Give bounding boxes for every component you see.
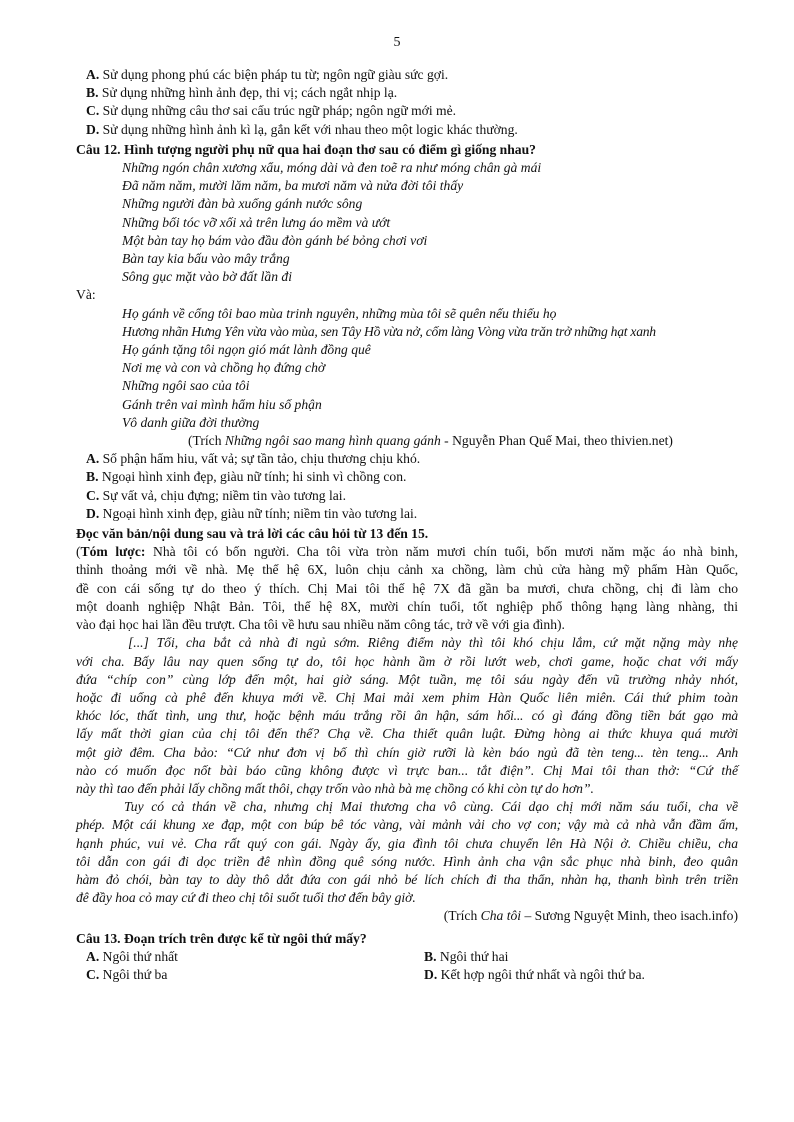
summary-line: một doanh nghiệp Nhật Bản. Tôi, thế hệ 8X, mười chín tuổi, tốt nghiệp phổ thông hạng làng nhàng, thi [76,598,738,614]
poem-line: Họ gánh về cổng tôi bao mùa trinh nguyên, những mùa tôi sẽ quên nếu thiếu họ [122,305,557,321]
summary-line: (Tóm lược: Nhà tôi có bốn người. Cha tôi vừa tròn năm mươi chín tuổi, bốn mươi năm mặc áo nhà binh, [76,544,739,560]
q12-option-b[interactable]: B. Ngoại hình xinh đẹp, giàu nữ tính; hi sinh vì chồng con. [86,469,407,485]
excerpt-line: nào có muốn đọc nốt bài báo cũng không được vì trực ban... tắt điện”. Chị Mai tôi than thở: “Cứ thế [76,762,738,778]
q12-option-d[interactable]: D. Ngoại hình xinh đẹp, giàu nữ tính; niềm tin vào tương lai. [86,505,418,521]
q12-option-c[interactable]: C. Sự vất vả, chịu đựng; niềm tin vào tương lai. [86,487,346,503]
poem-line: Họ gánh tặng tôi ngọn gió mát lành đồng quê [122,342,371,358]
poem-line: Gánh trên vai mình hẩm hiu số phận [122,396,322,412]
q12-option-a[interactable]: A. Số phận hẩm hiu, vất vả; sự tần tảo, chịu thương chịu khó. [86,451,421,467]
excerpt-line: tôi dẫn con gái đi dọc triền đê nhìn đồng quê sóng nước. Hình ảnh cha vận sắc phục nhà binh, đeo quân [76,853,738,869]
poem-line: Vô danh giữa đời thường [122,414,260,430]
excerpt-line: lấy mất thời gian của chị tôi đến thế? Chạ về. Cha thiết quân luật. Đừng hòng ai thức khuya quá mười [76,726,738,742]
q11-option-c[interactable]: C. Sử dụng những câu thơ sai cấu trúc ngữ pháp; ngôn ngữ mới mẻ. [86,103,457,119]
poem-line: Những người đàn bà xuống gánh nước sông [122,196,363,212]
summary-label: Tóm lược: [80,544,146,560]
excerpt-line: một giờ đêm. Cha bảo: “Cứ như đơn vị bố thì chín giờ rưỡi là kèn báo ngủ đã tèn teng... tèn teng... Anh [76,744,738,760]
q11-option-d[interactable]: D. Sử dụng những hình ảnh kì lạ, gắn kết với nhau theo một logic khác thường. [86,121,518,137]
excerpt-line: phép. Một cái khung xe đạp, một con búp bê tóc vàng, vài mảnh vải cho vợ con; vậy mà cả nhà vẫn đầm ấm, [76,817,738,833]
poem-line: Những bối tóc vỡ xối xả trên lưng áo mềm và ướt [122,214,391,230]
q11-option-a[interactable]: A. Sử dụng phong phú các biện pháp tu từ; ngôn ngữ giàu sức gợi. [86,67,449,82]
poem-line: Đã năm năm, mười lăm năm, ba mươi năm và nửa đời tôi thấy [122,178,464,194]
poem-line: Những ngón chân xương xẩu, móng dài và đen toẽ ra như móng chân gà mái [122,160,542,176]
reading-heading: Đọc văn bản/nội dung sau và trả lời các câu hỏi từ 13 đến 15. [76,526,429,542]
poem-line: Nơi mẹ và con và chồng họ đứng chờ [122,360,326,376]
poem-line: Sông gục mặt vào bờ đất lần đi [122,269,292,285]
excerpt-paragraph-2 [76,798,738,907]
q13-title: Câu 13. Đoạn trích trên được kể từ ngôi thứ mấy? [76,930,367,946]
excerpt-line: khóc lóc, thất tình, ung thư, hoặc bệnh máu trắng rồi ân hận, sám hối... có gì đáng đồng tiền bát gạo mà [76,708,738,724]
q13-option-b[interactable]: B. Ngôi thứ hai [424,948,509,964]
poem-line: Hương nhãn Hưng Yên vừa vào mùa, sen Tây Hồ vừa nở, cốm làng Vòng vừa trăn trở những hạt xanh [122,323,656,339]
excerpt-line: đê đầy hoa cỏ may cứ đi theo chị tôi suốt tuổi thơ đến bây giờ. [76,890,416,906]
excerpt-line: hạnh phúc, vui vẻ. Cha rất quý con gái. Ngày ấy, gia đình tôi chưa chuyển lên Hà Nội ở. Chiều chiều, cha [76,835,738,851]
poem-line: Một bàn tay họ bám vào đầu đòn gánh bé bỏng chơi vơi [122,232,428,248]
q13-option-a[interactable]: A. Ngôi thứ nhất [86,948,178,964]
excerpt-line: này thì tao đến phải lấy chồng mất thôi, chạy trốn vào nhà bà mẹ chồng có khi còn tự do hơn”. [76,780,594,796]
poem-2 [76,305,738,432]
page-content [76,66,738,984]
q12-title: Câu 12. Hình tượng người phụ nữ qua hai đoạn thơ sau có điểm gì giống nhau? [76,141,536,157]
poem-2-source: (Trích Những ngôi sao mang hình quang gánh - Nguyễn Phan Quế Mai, theo thivien.net) [188,433,673,449]
q13-option-d[interactable]: D. Kết hợp ngôi thứ nhất và ngôi thứ ba. [424,966,645,982]
poem-line: Bàn tay kia bấu vào mây trắng [122,251,290,267]
q13-option-c[interactable]: C. Ngôi thứ ba [86,966,168,982]
excerpt-source: (Trích Cha tôi – Sương Nguyệt Minh, theo isach.info) [443,908,738,924]
excerpt-line: hàm đỏ chói, bàn tay to dày thô dắt đứa con gái nhỏ bé lích chích đi tha thẩn, nhàn hạ, thanh bình trên triền [76,871,738,887]
summary-line: vào đại học hai lần đều trượt. Cha tôi về hưu sau nhiều năm công tác, trở về với gia đình). [76,617,565,633]
excerpt-line: [...] Tối, cha bắt cả nhà đi ngủ sớm. Riêng điểm này thì tôi khó chịu lắm, cứ mặt nặng mày nhẹ [128,635,738,651]
page-number: 5 [393,35,401,50]
poem-1 [76,159,738,286]
va-label: Và: [76,287,96,303]
excerpt-paragraph-1 [76,634,738,798]
summary-line: đề con cái sống tự do theo ý thích. Chị Mai tôi thế hệ 7X đã gần ba mươi, chưa chồng, chị đi làm cho [76,580,738,596]
q13-options [76,948,738,984]
excerpt-line: với cha. Bấy lâu nay quen sống tự do, tôi học hành ầm ờ rồi lướt web, chơi game, hoặc chat với mấy [76,653,738,669]
excerpt-line: hoặc đi uống cà phê đến khuya mới về. Chị Mai mải xem phim Hàn Quốc liên miên. Cái thứ phim toàn [76,689,738,705]
summary-line: thỉnh thoảng mới về nhà. Mẹ thế hệ 6X, luôn chịu cảnh xa chồng, làm chủ cửa hàng mỹ phẩm Hàn Quốc, [76,562,738,578]
q11-option-b[interactable]: B. Sử dụng những hình ảnh đẹp, thi vị; cách ngắt nhịp lạ. [86,85,398,101]
excerpt-line: đứa “chíp con” cùng lớp đến một, hai giờ sáng. Một tuần, mẹ tôi sáu ngày đến vũ trường nhảy nhót, [76,671,738,687]
summary-paragraph [76,543,738,634]
poem-line: Những ngôi sao của tôi [122,378,250,394]
q11-options [76,66,738,139]
excerpt-line: Tuy có cả thán về cha, nhưng chị Mai thương cha vô cùng. Cái dạo chị mới năm sáu tuổi, cha về [124,799,738,815]
q12-options [76,450,738,523]
